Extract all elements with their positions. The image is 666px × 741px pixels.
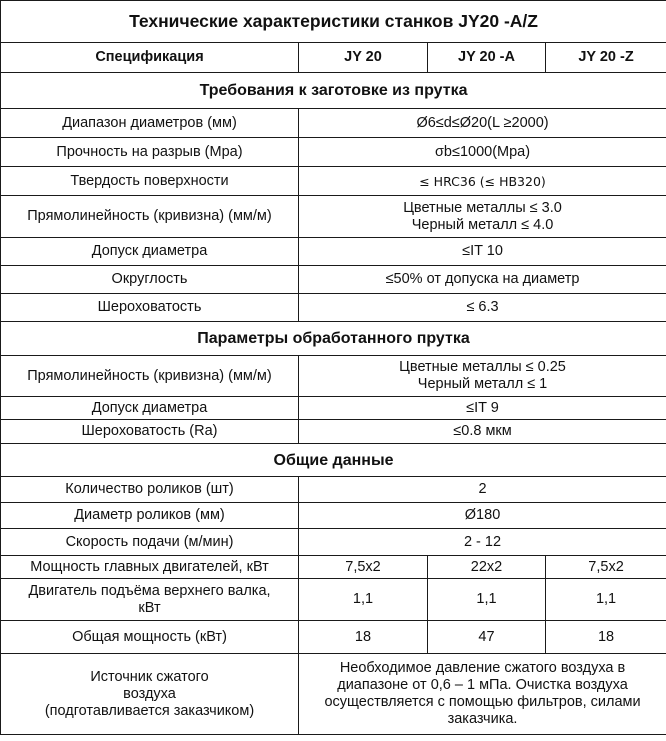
table-row xyxy=(1,503,666,529)
row-value xyxy=(299,196,666,238)
row-label: Скорость подачи (м/мин) xyxy=(1,529,299,556)
row-label: Общая мощность (кВт) xyxy=(1,621,299,654)
row-label: Твердость поверхности xyxy=(1,167,299,196)
title-row xyxy=(1,1,666,43)
table-row xyxy=(1,579,666,621)
label-line: воздуха xyxy=(123,685,176,702)
row-value: ≤ 6.3 xyxy=(299,294,666,322)
value-line: Цветные металлы ≤ 3.0 xyxy=(403,199,562,216)
header-jy20-z: JY 20 -Z xyxy=(546,43,666,73)
row-label: Шероховатость (Ra) xyxy=(1,420,299,444)
row-label xyxy=(1,654,299,735)
section-title-processed-bar: Параметры обработанного прутка xyxy=(1,322,666,356)
table-row xyxy=(1,196,666,238)
row-label: Количество роликов (шт) xyxy=(1,477,299,503)
value-jy20-z: 7,5x2 xyxy=(546,556,666,579)
section-row xyxy=(1,444,666,477)
row-label: Прямолинейность (кривизна) (мм/м) xyxy=(1,196,299,238)
row-label: Диаметр роликов (мм) xyxy=(1,503,299,529)
table-row xyxy=(1,654,666,735)
header-jy20: JY 20 xyxy=(299,43,428,73)
row-value xyxy=(299,654,666,735)
row-value: ≤IT 10 xyxy=(299,238,666,266)
header-jy20-a: JY 20 -A xyxy=(428,43,546,73)
value-jy20-a: 47 xyxy=(428,621,546,654)
row-value: 2 - 12 xyxy=(299,529,666,556)
value-line: диапазоне от 0,6 – 1 мПа. Очистка воздуха xyxy=(337,677,628,693)
value-jy20-a: 22x2 xyxy=(428,556,546,579)
value-jy20-z: 18 xyxy=(546,621,666,654)
table-row xyxy=(1,556,666,579)
section-title-blank-requirements: Требования к заготовке из прутка xyxy=(1,73,666,109)
row-value: ≤50% от допуска на диаметр xyxy=(299,266,666,294)
value-line: Черный металл ≤ 1 xyxy=(417,376,548,392)
table-title: Технические характеристики станков JY20 -A/Z xyxy=(1,1,666,43)
row-value: Ø6≤d≤Ø20(L ≥2000) xyxy=(299,109,666,138)
row-label xyxy=(1,579,299,621)
table-row xyxy=(1,109,666,138)
value-line: Цветные металлы ≤ 0.25 xyxy=(399,359,566,375)
row-value: ≤IT 9 xyxy=(299,397,666,420)
row-label: Прямолинейность (кривизна) (мм/м) xyxy=(1,356,299,397)
row-label: Мощность главных двигателей, кВт xyxy=(1,556,299,579)
value-jy20-z: 1,1 xyxy=(546,579,666,621)
row-value: Ø180 xyxy=(299,503,666,529)
value-jy20: 7,5x2 xyxy=(299,556,428,579)
value-jy20: 18 xyxy=(299,621,428,654)
row-value: σb≤1000(Mpa) xyxy=(299,138,666,167)
value-jy20-a: 1,1 xyxy=(428,579,546,621)
section-row xyxy=(1,73,666,109)
row-value: ≤ HRC36 (≤ HB320) xyxy=(299,167,666,196)
row-label: Допуск диаметра xyxy=(1,397,299,420)
row-label: Диапазон диаметров (мм) xyxy=(1,109,299,138)
section-title-general-data: Общие данные xyxy=(1,444,666,477)
row-value: 2 xyxy=(299,477,666,503)
table-row xyxy=(1,621,666,654)
value-line: Необходимое давление сжатого воздуха в xyxy=(339,660,626,676)
header-spec: Спецификация xyxy=(1,43,299,73)
label-line: Двигатель подъёма верхнего валка, xyxy=(28,582,271,599)
table-row xyxy=(1,138,666,167)
table-row xyxy=(1,167,666,196)
value-line: Черный металл ≤ 4.0 xyxy=(411,216,554,233)
row-label: Прочность на разрыв (Mpa) xyxy=(1,138,299,167)
label-line: Источник сжатого xyxy=(90,668,209,685)
table-row xyxy=(1,294,666,322)
row-value xyxy=(299,356,666,397)
table-row xyxy=(1,420,666,444)
row-label: Округлость xyxy=(1,266,299,294)
table-row xyxy=(1,529,666,556)
value-line: осуществляется с помощью фильтров, силами xyxy=(324,694,641,710)
label-line: (подготавливается заказчиком) xyxy=(44,702,255,719)
table-row xyxy=(1,266,666,294)
label-line: кВт xyxy=(138,599,161,616)
table-row xyxy=(1,477,666,503)
value-jy20: 1,1 xyxy=(299,579,428,621)
table-row xyxy=(1,238,666,266)
row-label: Допуск диаметра xyxy=(1,238,299,266)
value-line: заказчика. xyxy=(447,711,518,727)
header-row xyxy=(1,43,666,73)
section-row xyxy=(1,322,666,356)
row-value: ≤0.8 мкм xyxy=(299,420,666,444)
table-row xyxy=(1,397,666,420)
row-label: Шероховатость xyxy=(1,294,299,322)
table-row xyxy=(1,356,666,397)
